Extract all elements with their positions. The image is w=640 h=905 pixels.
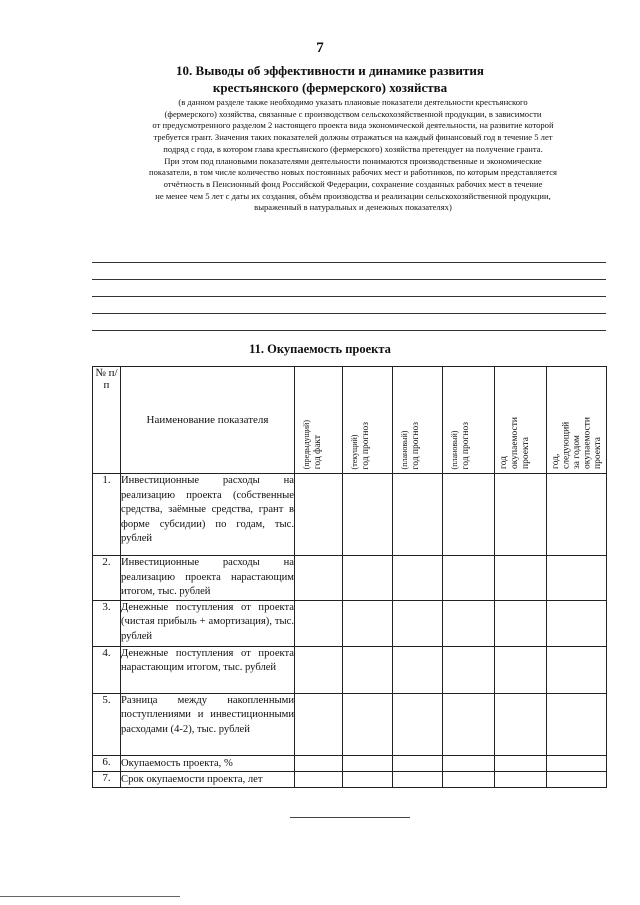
row-num: 1. bbox=[93, 474, 121, 556]
row-num: 3. bbox=[93, 600, 121, 646]
fill-in-line[interactable] bbox=[92, 263, 606, 280]
value-cell[interactable] bbox=[547, 646, 607, 693]
instruction-line: показатели, в том числе количество новых постоянных рабочих мест и работников, по которым представляется bbox=[149, 167, 557, 178]
header-label: год, bbox=[551, 453, 561, 469]
value-cell[interactable] bbox=[443, 755, 495, 771]
fill-in-lines bbox=[92, 246, 606, 331]
instruction-line: от предусмотренного разделом 2 настоящего проекта вида экономической деятельности, на развитие которой bbox=[152, 120, 554, 131]
row-num: 6. bbox=[93, 755, 121, 771]
value-cell[interactable] bbox=[443, 693, 495, 755]
row-indicator-name: Инвестиционные расходы на реализацию проекта нарастающим итогом, тыс. рублей bbox=[121, 556, 295, 601]
row-indicator-name: Разница между накопленными поступлениями и инвестиционными расходами (4-2), тыс. рублей bbox=[121, 693, 295, 755]
row-num: 7. bbox=[93, 771, 121, 787]
footer-separator bbox=[290, 817, 410, 818]
value-cell[interactable] bbox=[443, 474, 495, 556]
header-label: проекта bbox=[521, 437, 531, 469]
section-10-instructions bbox=[92, 97, 614, 214]
header-label: год bbox=[313, 456, 323, 469]
value-cell[interactable] bbox=[295, 771, 343, 787]
value-cell[interactable] bbox=[495, 556, 547, 601]
value-cell[interactable] bbox=[443, 771, 495, 787]
value-cell[interactable] bbox=[393, 600, 443, 646]
fill-in-line[interactable] bbox=[92, 246, 606, 263]
header-label: год bbox=[461, 456, 471, 469]
bottom-edge-rule bbox=[0, 896, 180, 897]
row-indicator-name: Инвестиционные расходы на реализацию проекта (собственные средства, заёмные средства, грант в форме субсидии) по годам, тыс. рублей bbox=[121, 474, 295, 556]
table-row bbox=[93, 556, 607, 601]
section-10-title-line1: 10. Выводы об эффективности и динамике развития bbox=[176, 63, 484, 78]
header-payback-year bbox=[495, 367, 547, 474]
value-cell[interactable] bbox=[343, 600, 393, 646]
header-label: (предыдущий) bbox=[302, 419, 311, 469]
value-cell[interactable] bbox=[495, 600, 547, 646]
instruction-line: не менее чем 5 лет с даты их создания, объём производства и реализации сельскохозяйственной продукции, bbox=[155, 190, 551, 201]
value-cell[interactable] bbox=[547, 474, 607, 556]
value-cell[interactable] bbox=[295, 693, 343, 755]
instruction-line: требуется грант. Значения таких показателей должны отражаться на каждый финансовый год в течение 5 лет bbox=[153, 132, 553, 143]
value-cell[interactable] bbox=[547, 600, 607, 646]
row-num: 4. bbox=[93, 646, 121, 693]
value-cell[interactable] bbox=[495, 771, 547, 787]
value-cell[interactable] bbox=[295, 755, 343, 771]
value-cell[interactable] bbox=[443, 646, 495, 693]
value-cell[interactable] bbox=[295, 556, 343, 601]
value-cell[interactable] bbox=[343, 771, 393, 787]
value-cell[interactable] bbox=[495, 474, 547, 556]
header-label: прогноз bbox=[411, 421, 421, 454]
table-header-row bbox=[93, 367, 607, 474]
header-indicator-name: Наименование показателя bbox=[121, 367, 295, 474]
fill-in-line[interactable] bbox=[92, 314, 606, 331]
header-label: год bbox=[361, 456, 371, 469]
value-cell[interactable] bbox=[495, 755, 547, 771]
row-indicator-name: Денежные поступления от проекта (чистая прибыль + амортизация), тыс. рублей bbox=[121, 600, 295, 646]
instruction-line: подряд с года, в котором глава крестьянского (фермерского) хозяйства претендует на получение гранта. bbox=[163, 143, 543, 154]
value-cell[interactable] bbox=[443, 556, 495, 601]
header-label: окупаемости bbox=[510, 417, 520, 469]
header-planned-year-forecast-2 bbox=[443, 367, 495, 474]
header-label: (текущий) bbox=[350, 434, 359, 469]
value-cell[interactable] bbox=[393, 556, 443, 601]
row-num: 2. bbox=[93, 556, 121, 601]
header-label: факт bbox=[313, 434, 323, 454]
row-num: 5. bbox=[93, 693, 121, 755]
table-row bbox=[93, 771, 607, 787]
value-cell[interactable] bbox=[547, 771, 607, 787]
header-label: (плановый) bbox=[400, 430, 409, 469]
table-row bbox=[93, 600, 607, 646]
header-num: № п/п bbox=[93, 367, 121, 474]
section-11-title: 11. Окупаемость проекта bbox=[249, 342, 391, 356]
table-row bbox=[93, 693, 607, 755]
value-cell[interactable] bbox=[495, 646, 547, 693]
value-cell[interactable] bbox=[393, 693, 443, 755]
header-label: год bbox=[411, 456, 421, 469]
payback-table bbox=[92, 366, 607, 788]
value-cell[interactable] bbox=[393, 755, 443, 771]
table-row bbox=[93, 755, 607, 771]
value-cell[interactable] bbox=[343, 556, 393, 601]
row-indicator-name: Денежные поступления от проекта нарастающим итогом, тыс. рублей bbox=[121, 646, 295, 693]
section-10-title-line2: крестьянского (фермерского) хозяйства bbox=[212, 80, 448, 95]
value-cell[interactable] bbox=[343, 693, 393, 755]
instruction-line: (фермерского) хозяйства, связанные с производством сельскохозяйственной продукции, в зависимости bbox=[164, 108, 542, 119]
instruction-line: (в данном разделе также необходимо указать плановые показатели деятельности крестьянского bbox=[178, 97, 528, 107]
value-cell[interactable] bbox=[393, 474, 443, 556]
section-10-title bbox=[100, 62, 560, 96]
header-previous-year-fact bbox=[295, 367, 343, 474]
value-cell[interactable] bbox=[547, 693, 607, 755]
value-cell[interactable] bbox=[443, 600, 495, 646]
value-cell[interactable] bbox=[547, 556, 607, 601]
instruction-line: отчётность в Пенсионный фонд Российской Федерации, сохранение созданных рабочих мест в течение bbox=[163, 178, 543, 189]
fill-in-line[interactable] bbox=[92, 280, 606, 297]
table-row bbox=[93, 474, 607, 556]
row-indicator-name: Срок окупаемости проекта, лет bbox=[121, 771, 295, 787]
header-label: прогноз bbox=[361, 421, 371, 454]
header-label: за годом bbox=[572, 435, 582, 469]
header-label: год bbox=[499, 456, 509, 469]
header-label: следующий bbox=[561, 421, 572, 469]
value-cell[interactable] bbox=[393, 646, 443, 693]
header-current-year-forecast bbox=[343, 367, 393, 474]
header-label: окупаемости bbox=[582, 417, 593, 469]
header-year-after-payback bbox=[547, 367, 607, 474]
value-cell[interactable] bbox=[393, 771, 443, 787]
value-cell[interactable] bbox=[343, 755, 393, 771]
value-cell[interactable] bbox=[295, 646, 343, 693]
table-row bbox=[93, 646, 607, 693]
value-cell[interactable] bbox=[343, 474, 393, 556]
header-planned-year-forecast bbox=[393, 367, 443, 474]
fill-in-line[interactable] bbox=[92, 297, 606, 314]
header-label: прогноз bbox=[461, 421, 471, 454]
instruction-line: При этом под плановыми показателями деятельности понимаются производственные и экономические bbox=[164, 155, 542, 166]
value-cell[interactable] bbox=[547, 755, 607, 771]
value-cell[interactable] bbox=[295, 600, 343, 646]
page-number: 7 bbox=[316, 40, 324, 56]
instruction-line: выраженный в натуральных и денежных показателях) bbox=[254, 202, 452, 213]
value-cell[interactable] bbox=[343, 646, 393, 693]
row-indicator-name: Окупаемость проекта, % bbox=[121, 755, 295, 771]
header-label: (плановый) bbox=[450, 430, 459, 469]
header-label: проекта bbox=[593, 437, 603, 469]
value-cell[interactable] bbox=[295, 474, 343, 556]
value-cell[interactable] bbox=[495, 693, 547, 755]
